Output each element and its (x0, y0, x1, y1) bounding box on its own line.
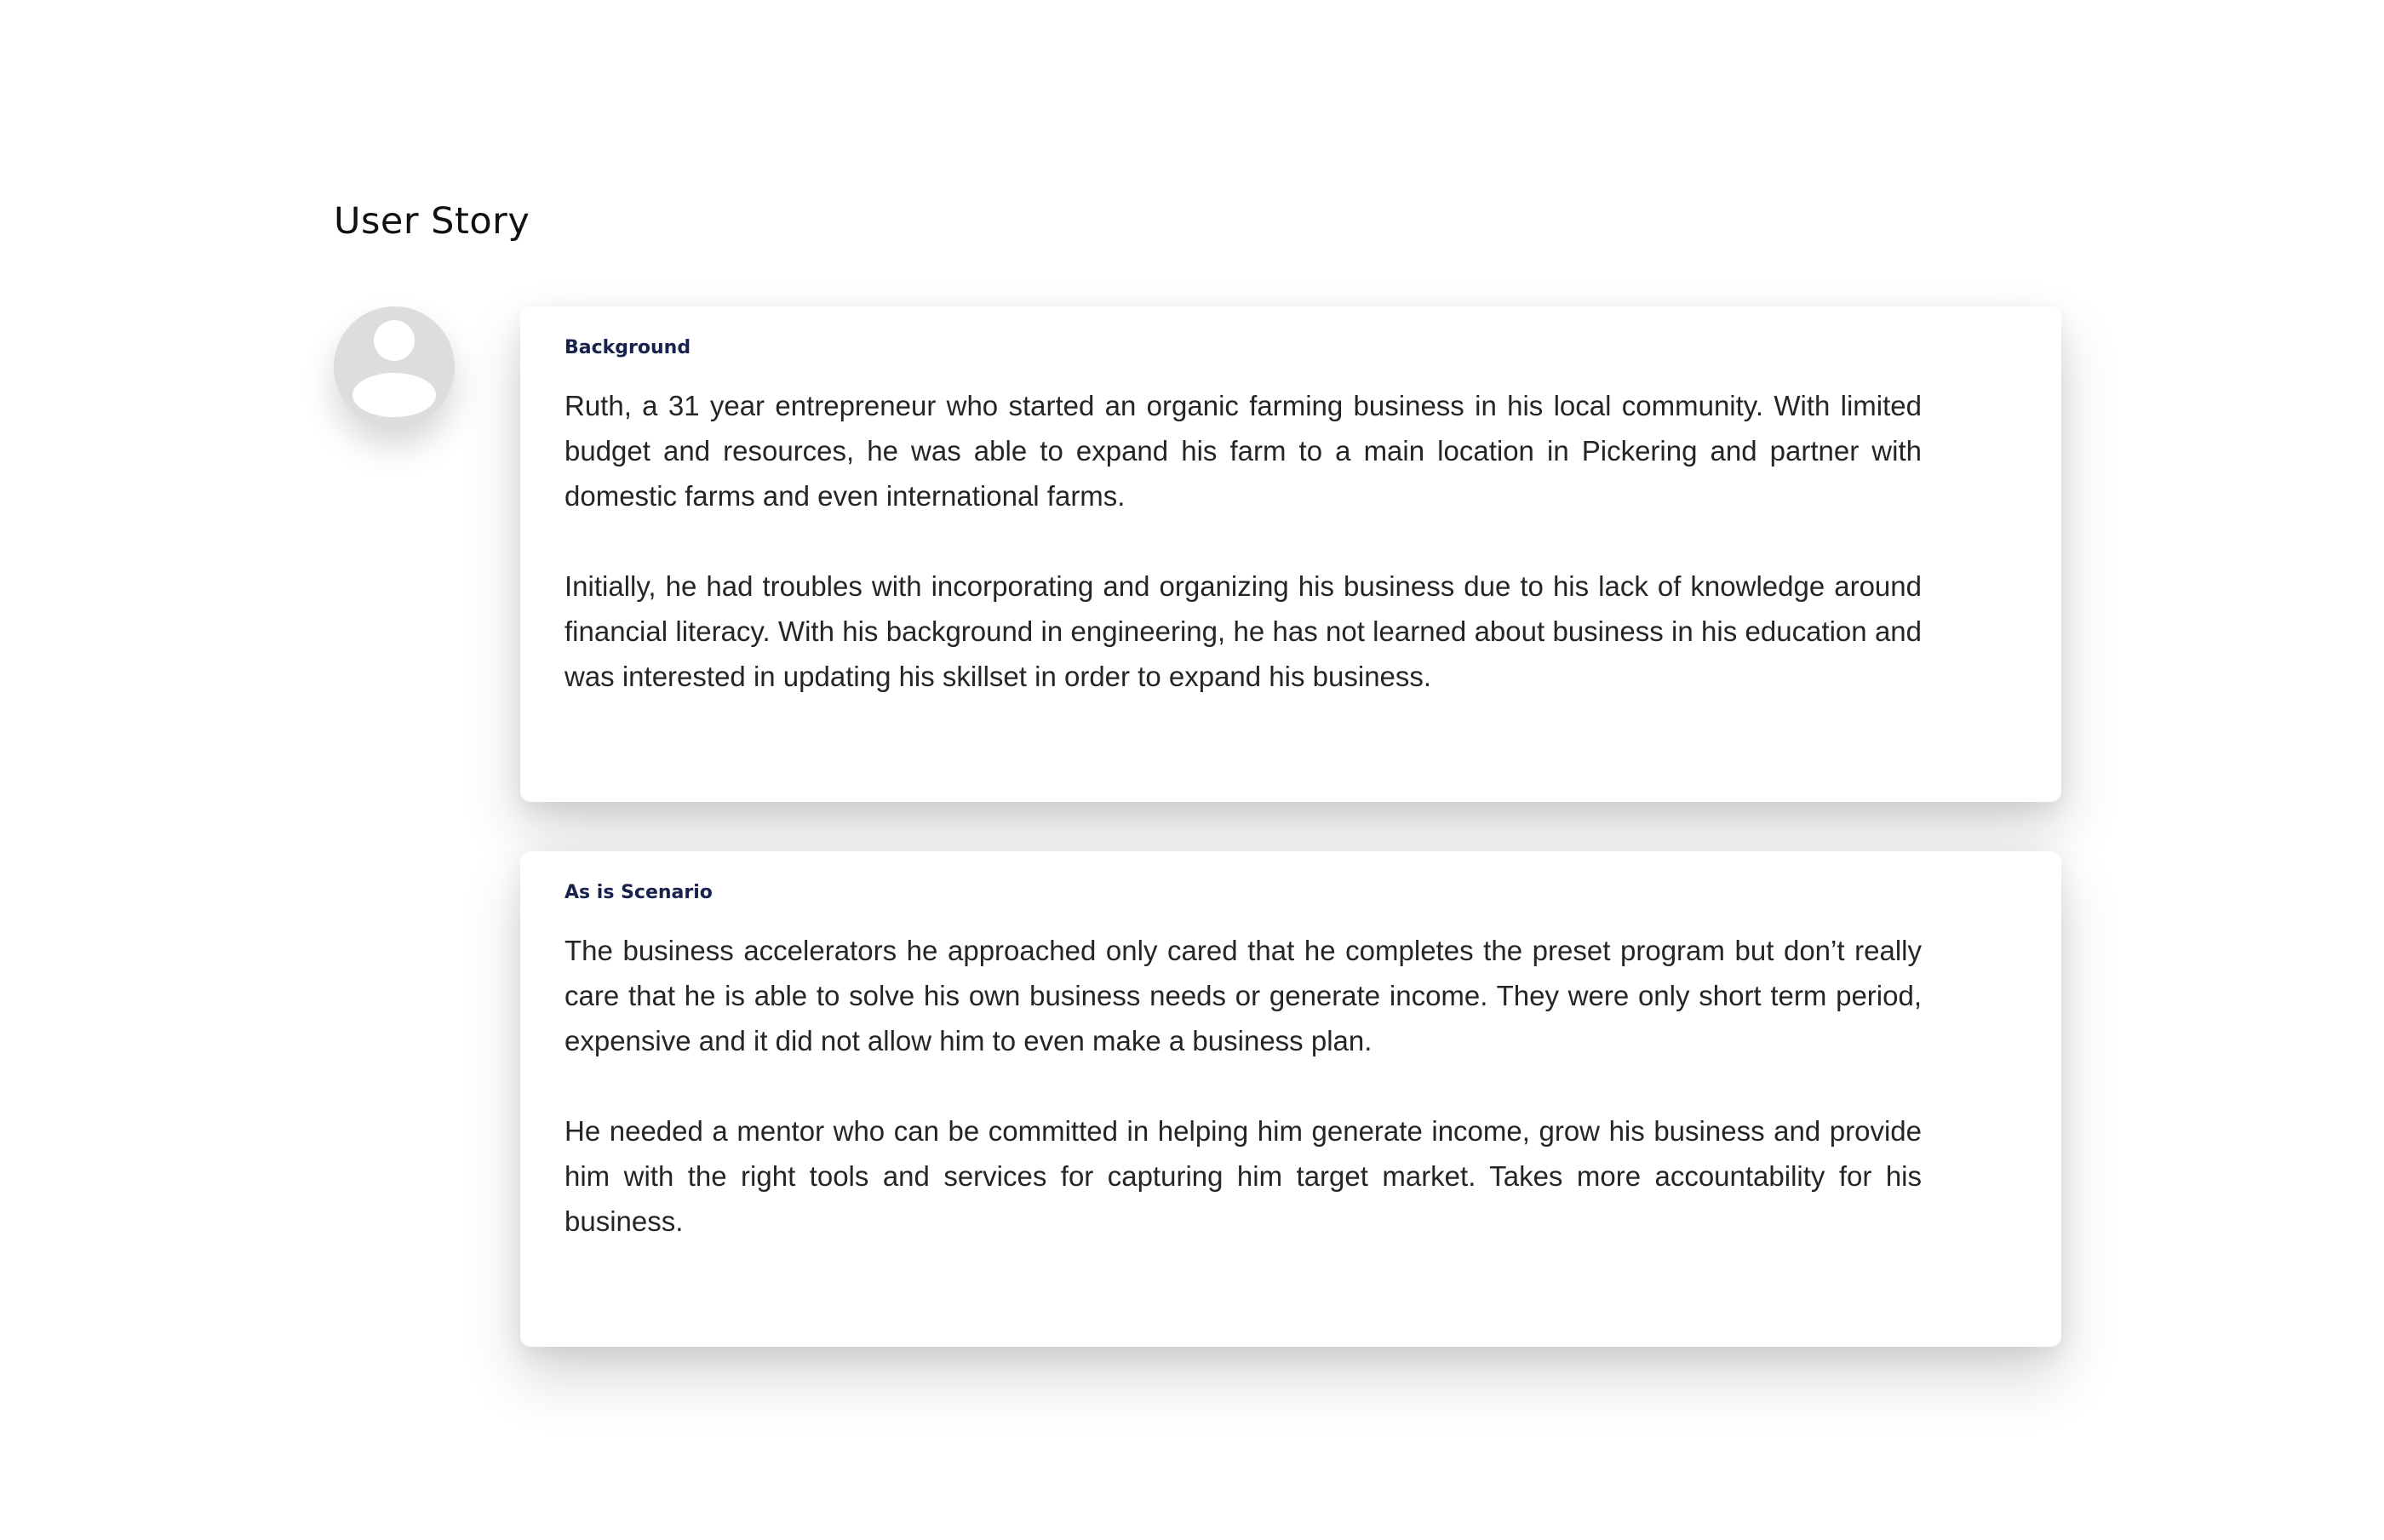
as-is-scenario-paragraph-1: The business accelerators he approached only cared that he completes the preset program but don’t really care that he is able to solve his own business needs or generate income. They were only short term period, expensive and it did not allow him to even make a business plan. (564, 935, 1922, 1056)
background-paragraph-2: Initially, he had troubles with incorporating and organizing his business due to his lack of knowledge around financial literacy. With his background in engineering, he has not learned about business in his education and was interested in updating his skillset in order to expand his business. (564, 570, 1922, 692)
background-heading: Background (564, 337, 691, 358)
background-card (520, 306, 2061, 802)
as-is-scenario-paragraph-2: He needed a mentor who can be committed in helping him generate income, grow his business and provide him with the right tools and services for capturing him target market. Takes more accountability for his business. (564, 1115, 1922, 1237)
user-avatar (334, 306, 455, 427)
user-avatar-icon (334, 306, 455, 427)
as-is-scenario-heading: As is Scenario (564, 882, 713, 903)
as-is-scenario-card (520, 851, 2061, 1347)
page-title: User Story (334, 200, 530, 243)
background-paragraph-1: Ruth, a 31 year entrepreneur who started an organic farming business in his local community. With limited budget and resources, he was able to expand his farm to a main location in Pickering and partner with domestic farms and even international farms. (564, 390, 1922, 512)
